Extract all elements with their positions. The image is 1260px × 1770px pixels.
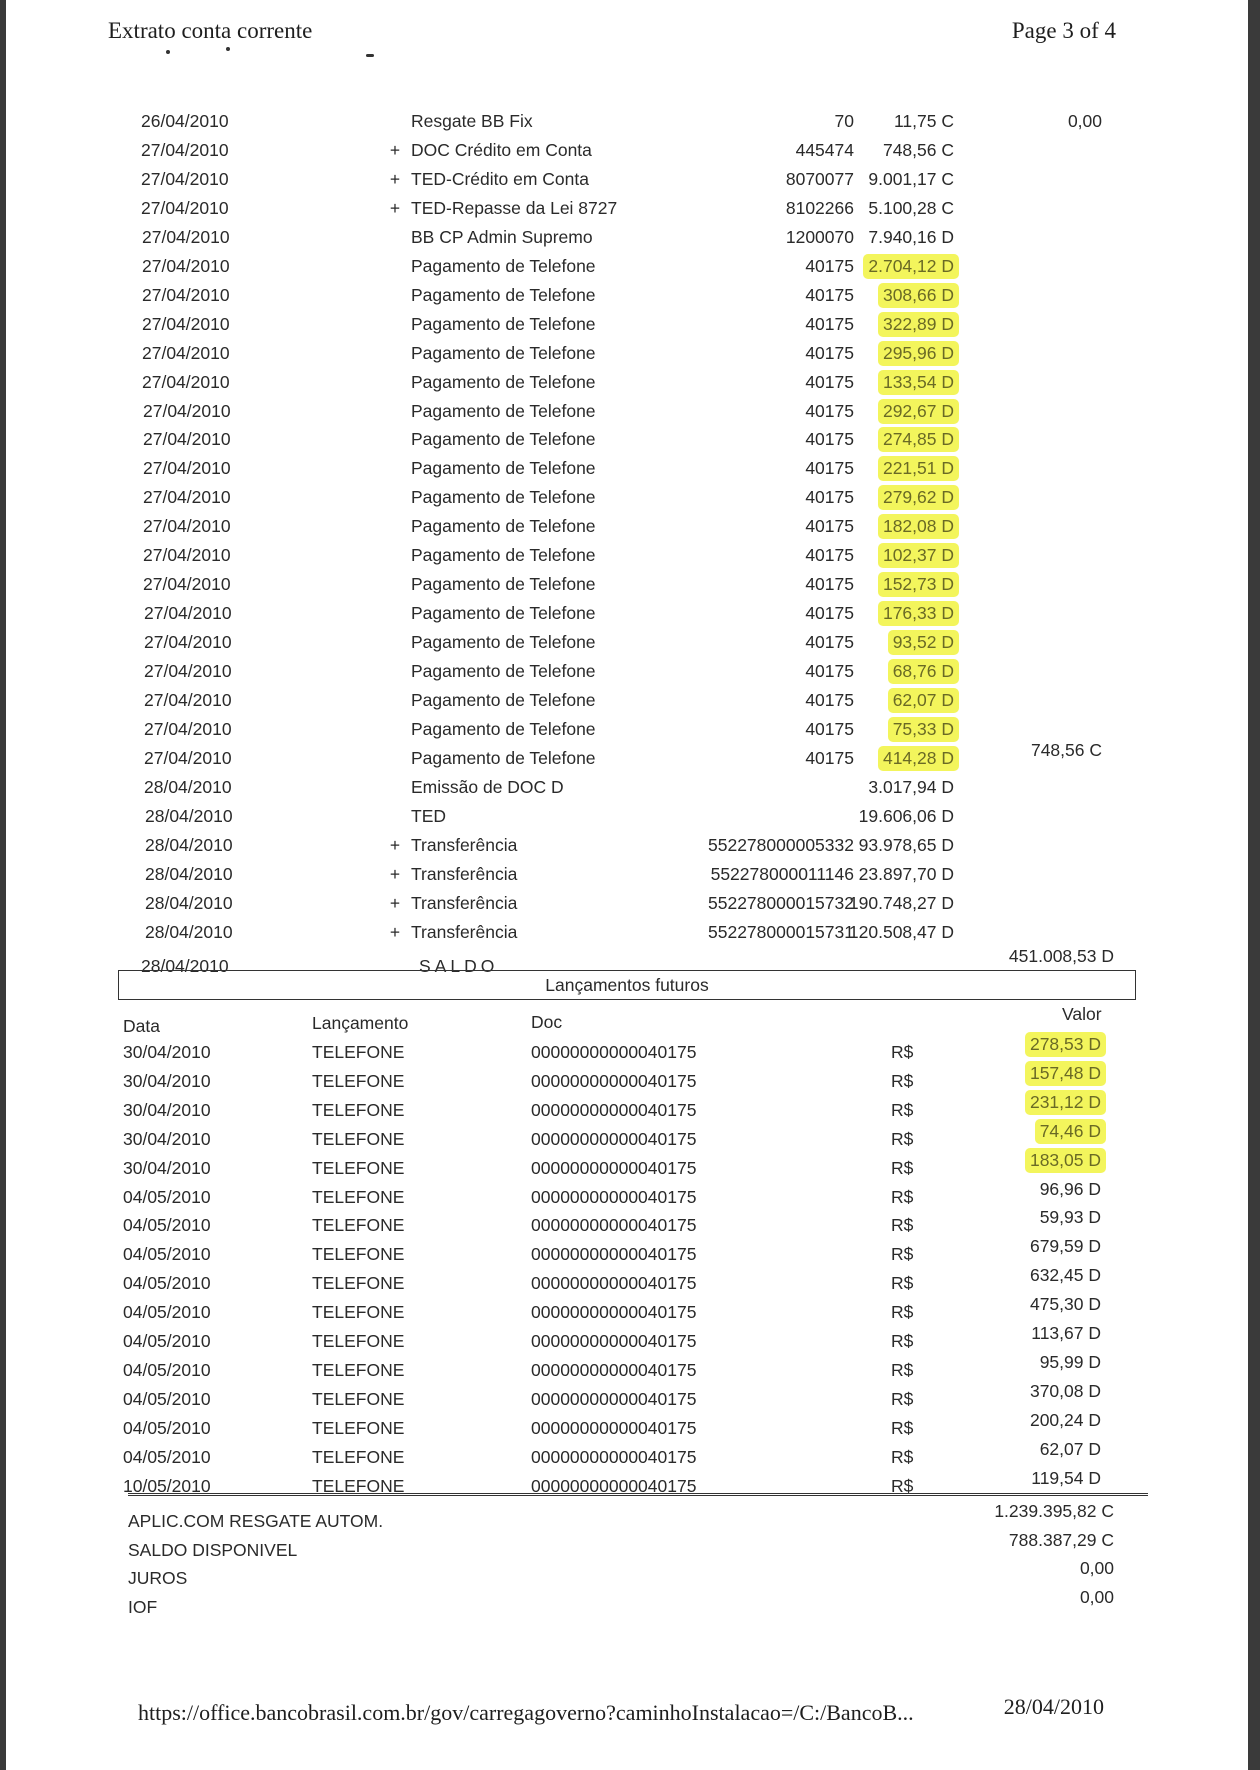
future-entry-doc: 00000000000040175 [531,1128,697,1149]
transaction-balance: 0,00 [1067,111,1102,131]
transaction-doc: 8102266 [785,197,854,218]
transaction-doc: 40175 [805,516,854,537]
transaction-row [6,138,1254,166]
transaction-row [6,659,1254,687]
transaction-description: Pagamento de Telefone [411,255,596,276]
transaction-row [6,456,1254,484]
future-entry-lancamento: TELEFONE [312,1128,405,1149]
future-entry-doc: 00000000000040175 [531,1273,697,1294]
transaction-date: 27/04/2010 [141,197,229,218]
summary-row [6,1529,1254,1566]
footer-date: 28/04/2010 [1003,1694,1104,1719]
transaction-doc: 40175 [805,603,854,624]
transaction-value: 3.017,94 D [868,776,954,797]
transaction-value: 19.606,06 D [858,805,954,826]
transaction-value: 9.001,17 C [868,168,954,189]
future-entry-doc: 00000000000040175 [531,1475,697,1496]
transaction-description: Resgate BB Fix [411,111,533,131]
transaction-balance: 748,56 C [1030,739,1102,760]
future-entry-date: 04/05/2010 [123,1186,211,1207]
transaction-row [6,543,1254,571]
future-entry-date: 04/05/2010 [123,1359,211,1380]
transaction-description: Pagamento de Telefone [411,458,596,479]
future-entry-date: 04/05/2010 [123,1446,211,1467]
transaction-value: 221,51 D [880,458,957,479]
transaction-doc: 552278000015731 [708,921,854,942]
transaction-sign: + [389,921,401,942]
transaction-row [6,862,1254,890]
transaction-value: 11,75 C [894,111,954,131]
future-entry-lancamento: TELEFONE [312,1388,405,1409]
future-entry-doc: 00000000000040175 [531,1359,697,1380]
transaction-date: 28/04/2010 [144,776,232,797]
future-entry-lancamento: TELEFONE [312,1186,405,1207]
transaction-date: 28/04/2010 [145,863,233,884]
transaction-description: Pagamento de Telefone [411,632,596,653]
future-entry-currency: R$ [891,1215,914,1236]
transaction-value: 748,56 C [882,139,954,160]
summary-row [6,1586,1254,1623]
future-entry-row [6,1467,1254,1502]
transaction-doc: 8070077 [785,168,854,189]
transaction-row [6,283,1254,311]
transaction-row [6,630,1254,658]
transaction-description: Pagamento de Telefone [411,574,596,595]
future-entry-currency: R$ [891,1273,914,1294]
transaction-date: 27/04/2010 [143,458,231,479]
future-entry-doc: 00000000000040175 [531,1446,697,1467]
future-entry-doc: 00000000000040175 [531,1186,697,1207]
transaction-date: 28/04/2010 [145,834,233,855]
transaction-doc: 40175 [805,342,854,363]
footer-url: https://office.bancobrasil.com.br/gov/carregagoverno?caminhoInstalacao=/C:/BancoB... [138,1700,914,1725]
transaction-value: 75,33 D [890,719,957,740]
transaction-date: 28/04/2010 [145,921,233,942]
transaction-row [6,109,1254,137]
transaction-sign: + [389,197,401,218]
transaction-doc: 445474 [795,139,854,160]
future-entry-value: 231,12 D [1027,1092,1104,1113]
transaction-description: Pagamento de Telefone [411,313,596,334]
transaction-description: TED-Crédito em Conta [411,168,589,189]
summary-row [6,1558,1254,1594]
future-entry-currency: R$ [891,1331,914,1351]
future-entry-doc: 00000000000040175 [531,1215,697,1236]
future-entries-title: Lançamentos futuros [545,975,709,995]
future-entry-currency: R$ [891,1475,914,1496]
transaction-description: Pagamento de Telefone [411,429,596,450]
transaction-date: 27/04/2010 [142,313,230,334]
saldo-label: SALDO [419,956,499,976]
future-entry-value: 200,24 D [1029,1409,1101,1430]
future-entry-value: 113,67 D [1031,1323,1101,1343]
future-entry-doc: 00000000000040175 [531,1070,697,1091]
transaction-value: 102,37 D [880,545,957,566]
future-entry-date: 04/05/2010 [123,1273,211,1294]
transaction-row [6,601,1254,629]
transaction-doc: 40175 [805,313,854,334]
transaction-row [6,572,1254,600]
future-entry-lancamento: TELEFONE [312,1042,405,1062]
future-entry-lancamento: TELEFONE [312,1273,405,1294]
future-entry-currency: R$ [891,1128,914,1149]
transaction-row [6,833,1254,861]
scan-speck [226,47,230,51]
future-entry-lancamento: TELEFONE [312,1215,405,1236]
transaction-row [6,427,1254,455]
transaction-doc: 40175 [805,545,854,566]
future-entry-doc: 00000000000040175 [531,1302,697,1323]
future-entry-currency: R$ [891,1042,914,1062]
transaction-value: 176,33 D [880,603,957,624]
transaction-doc: 40175 [805,747,854,768]
transaction-doc: 40175 [805,487,854,508]
transaction-value: 133,54 D [880,372,957,393]
future-entry-value: 119,54 D [1031,1467,1101,1488]
transaction-date: 27/04/2010 [142,371,230,392]
transaction-row [6,312,1254,340]
transaction-row [6,167,1254,195]
transaction-value: 414,28 D [880,748,957,769]
transaction-doc: 40175 [805,632,854,653]
future-entry-currency: R$ [891,1417,914,1438]
future-entry-currency: R$ [891,1302,914,1323]
future-entry-lancamento: TELEFONE [312,1475,405,1496]
transaction-doc: 552278000005332 [708,834,854,855]
transaction-row [6,775,1254,803]
future-entry-doc: 00000000000040175 [531,1157,697,1178]
transaction-doc: 40175 [805,458,854,479]
transaction-date: 27/04/2010 [143,516,231,537]
transaction-sign: + [389,168,401,189]
future-entry-value: 74,46 D [1037,1121,1104,1142]
future-entry-doc: 00000000000040175 [531,1331,697,1351]
summary-value: 0,00 [1079,1586,1114,1607]
col-header-valor: Valor [1062,1004,1102,1024]
transaction-value: 182,08 D [880,516,957,537]
transaction-description: TED-Repasse da Lei 8727 [411,197,618,218]
transaction-description: Transferência [411,892,518,913]
transaction-description: Pagamento de Telefone [411,342,596,363]
transaction-date: 27/04/2010 [142,226,230,247]
transaction-description: Pagamento de Telefone [411,516,596,537]
scan-speck [366,54,374,57]
transaction-date: 27/04/2010 [143,400,231,421]
future-entry-value: 96,96 D [1039,1178,1101,1199]
transaction-description: Pagamento de Telefone [411,545,596,566]
transaction-value: 279,62 D [880,487,957,508]
transaction-sign: + [389,139,401,160]
future-entry-lancamento: TELEFONE [312,1417,405,1438]
transaction-value: 190.748,27 D [848,892,954,913]
transaction-value: 5.100,28 C [868,197,954,218]
transaction-description: Pagamento de Telefone [411,400,596,421]
future-entry-value: 679,59 D [1029,1236,1101,1257]
future-entry-lancamento: TELEFONE [312,1359,405,1380]
transaction-doc: 40175 [805,284,854,305]
future-entry-doc: 00000000000040175 [531,1388,697,1409]
transaction-date: 28/04/2010 [145,805,233,826]
future-entry-date: 30/04/2010 [123,1128,211,1149]
transaction-row [6,739,1254,774]
transaction-value: 62,07 D [890,690,957,711]
transaction-description: Pagamento de Telefone [411,690,596,710]
future-entry-lancamento: TELEFONE [312,1331,405,1351]
summary-value: 788.387,29 C [1008,1529,1114,1550]
summary-label: SALDO DISPONIVEL [128,1539,298,1560]
future-entry-currency: R$ [891,1359,914,1380]
transaction-description: Transferência [411,921,518,942]
transaction-value: 292,67 D [880,401,957,422]
transaction-date: 27/04/2010 [141,168,229,189]
future-entry-date: 10/05/2010 [123,1475,211,1496]
saldo-value: 451.008,53 D [1008,946,1114,966]
transaction-row [6,225,1254,253]
transaction-date: 27/04/2010 [143,545,231,566]
transaction-description: Pagamento de Telefone [411,284,596,305]
future-entry-lancamento: TELEFONE [312,1446,405,1467]
transaction-value: 2.704,12 D [865,256,957,277]
transaction-description: Transferência [411,834,518,855]
future-entry-date: 30/04/2010 [123,1042,211,1062]
future-entry-value: 475,30 D [1029,1294,1101,1315]
transaction-doc: 40175 [805,371,854,392]
future-entry-value: 278,53 D [1027,1034,1104,1055]
future-entry-doc: 00000000000040175 [531,1042,697,1062]
transaction-doc: 40175 [805,690,854,710]
transaction-description: Pagamento de Telefone [411,371,596,392]
transaction-description: Pagamento de Telefone [411,603,596,624]
future-entry-value: 95,99 D [1039,1351,1101,1372]
transaction-row [6,485,1254,513]
transaction-row [6,804,1254,832]
transaction-value: 274,85 D [880,429,957,450]
transaction-description: Pagamento de Telefone [411,747,596,768]
summary-label: IOF [128,1596,158,1617]
future-entry-date: 04/05/2010 [123,1302,211,1323]
transaction-sign: + [389,863,401,884]
transaction-description: BB CP Admin Supremo [411,226,593,247]
transaction-value: 120.508,47 D [848,921,954,942]
future-entry-date: 30/04/2010 [123,1157,211,1178]
transaction-row [6,514,1254,542]
col-header-doc: Doc [531,1012,563,1032]
future-entry-date: 04/05/2010 [123,1215,211,1236]
transaction-doc: 40175 [805,429,854,450]
future-entry-currency: R$ [891,1070,914,1091]
transaction-row [6,254,1254,282]
future-entry-date: 30/04/2010 [123,1070,211,1091]
transaction-date: 27/04/2010 [144,718,232,739]
future-entry-value: 157,48 D [1027,1063,1104,1084]
transaction-row [6,196,1254,224]
summary-label: APLIC.COM RESGATE AUTOM. [128,1511,384,1531]
future-entry-lancamento: TELEFONE [312,1244,405,1265]
transaction-value: 93.978,65 D [858,834,954,855]
transaction-row [6,370,1254,398]
transaction-description: Transferência [411,863,518,884]
transaction-description: Emissão de DOC D [411,776,564,797]
transaction-date: 27/04/2010 [144,632,232,653]
transaction-sign: + [389,892,401,913]
transaction-date: 27/04/2010 [142,255,230,276]
transaction-date: 27/04/2010 [143,574,231,595]
future-entry-currency: R$ [891,1388,914,1409]
transaction-value: 68,76 D [890,661,957,682]
transaction-description: TED [411,805,446,826]
transaction-description: Pagamento de Telefone [411,718,596,739]
transaction-date: 27/04/2010 [143,487,231,508]
future-entries-header-box [118,970,1136,1000]
future-entry-date: 04/05/2010 [123,1244,211,1265]
transaction-value: 152,73 D [880,574,957,595]
transaction-doc: 552278000011146 [710,863,854,884]
future-entry-currency: R$ [891,1186,914,1207]
transaction-doc: 1200070 [785,226,854,247]
summary-divider [128,1493,1148,1496]
future-entry-date: 30/04/2010 [123,1099,211,1120]
transaction-date: 27/04/2010 [142,284,230,305]
transaction-doc: 40175 [805,661,854,682]
future-entry-date: 04/05/2010 [123,1417,211,1438]
page-number: Page 3 of 4 [1011,18,1116,43]
transaction-value: 93,52 D [890,632,957,653]
transaction-value: 295,96 D [880,343,957,364]
transaction-date: 27/04/2010 [141,139,229,160]
transaction-doc: 40175 [805,574,854,595]
statement-page [6,0,1254,1770]
future-entry-date: 04/05/2010 [123,1388,211,1409]
transaction-date: 27/04/2010 [144,690,232,710]
transaction-value: 23.897,70 D [858,863,954,884]
transaction-date: 27/04/2010 [144,747,232,768]
transaction-date: 27/04/2010 [143,429,231,450]
scan-speck [166,50,170,54]
transaction-value: 322,89 D [880,314,957,335]
future-entry-currency: R$ [891,1099,914,1120]
transaction-description: Pagamento de Telefone [411,661,596,682]
transaction-date: 27/04/2010 [144,661,232,682]
transaction-date: 27/04/2010 [142,342,230,363]
document-title: Extrato conta corrente [108,18,313,43]
summary-label: JUROS [128,1568,188,1588]
future-entry-doc: 00000000000040175 [531,1099,697,1120]
future-entry-value: 370,08 D [1029,1380,1101,1401]
saldo-date: 28/04/2010 [141,956,229,976]
future-entry-lancamento: TELEFONE [312,1099,405,1120]
future-entry-lancamento: TELEFONE [312,1157,405,1178]
transaction-row [6,891,1254,919]
future-entry-value: 632,45 D [1029,1265,1101,1286]
transaction-doc: 70 [834,111,854,131]
future-entry-value: 183,05 D [1027,1150,1104,1171]
transaction-date: 27/04/2010 [144,603,232,624]
scan-edge [1248,0,1254,1770]
transaction-doc: 40175 [805,718,854,739]
col-header-lancamento: Lançamento [312,1013,409,1033]
future-entry-currency: R$ [891,1157,914,1178]
future-entry-currency: R$ [891,1446,914,1467]
saldo-value-row [6,944,1254,972]
transaction-description: DOC Crédito em Conta [411,139,592,160]
future-entry-lancamento: TELEFONE [312,1302,405,1323]
transaction-row [6,341,1254,369]
col-header-date: Data [123,1016,160,1036]
transaction-row [6,688,1254,716]
transaction-row [6,399,1254,427]
transaction-sign: + [389,834,401,855]
future-entry-doc: 00000000000040175 [531,1417,697,1438]
summary-value: 0,00 [1079,1558,1114,1578]
transaction-value: 308,66 D [880,285,957,306]
future-entry-date: 04/05/2010 [123,1331,211,1351]
transaction-doc: 40175 [805,400,854,421]
future-entry-currency: R$ [891,1244,914,1265]
transaction-date: 26/04/2010 [141,111,229,131]
future-entry-lancamento: TELEFONE [312,1070,405,1091]
transaction-date: 28/04/2010 [145,892,233,913]
future-entry-value: 62,07 D [1039,1438,1101,1459]
transaction-doc: 40175 [805,255,854,276]
transaction-doc: 552278000015732 [708,892,854,913]
future-entry-value: 59,93 D [1039,1207,1101,1228]
summary-value: 1.239.395,82 C [994,1501,1114,1521]
transaction-value: 7.940,16 D [868,226,954,247]
future-entry-doc: 00000000000040175 [531,1244,697,1265]
transaction-description: Pagamento de Telefone [411,487,596,508]
